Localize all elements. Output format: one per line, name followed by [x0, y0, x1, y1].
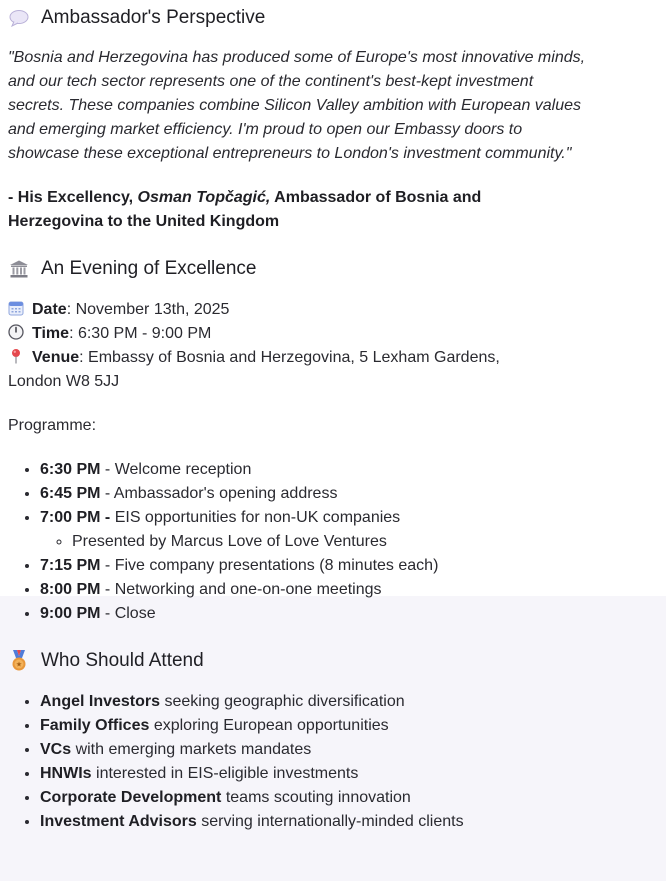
message-content — [0, 6, 666, 834]
list-item: • Angel Investors seeking geographic diversification — [40, 690, 666, 714]
event-details — [8, 298, 666, 394]
programme-list — [8, 458, 666, 626]
attendee-list — [8, 690, 666, 834]
list-item: • HNWIs interested in EIS-eligible investments — [40, 762, 666, 786]
section-heading-perspective — [8, 6, 666, 30]
list-item: • VCs with emerging markets mandates — [40, 738, 666, 762]
event-date: Date: November 13th, 2025 — [8, 298, 666, 322]
list-item: • 8:00 PM - Networking and one-on-one meetings — [40, 578, 666, 602]
event-venue: Venue: Embassy of Bosnia and Herzegovina, 5 Lexham Gardens, London W8 5JJ — [8, 349, 500, 390]
list-item: • Family Offices exploring European opportunities — [40, 714, 666, 738]
svg-text:★: ★ — [15, 660, 23, 669]
section-title: Who Should Attend — [41, 650, 204, 671]
calendar-icon — [8, 300, 24, 316]
programme-label: Programme: — [8, 417, 97, 434]
classical-building-icon — [8, 258, 30, 280]
medal-icon — [8, 650, 30, 672]
clock-icon — [8, 324, 24, 340]
speech-bubble-icon — [8, 7, 30, 29]
ambassador-name: Osman Topčagić, — [137, 189, 271, 206]
section-title: An Evening of Excellence — [41, 258, 257, 279]
section-title: Ambassador's Perspective — [41, 7, 266, 28]
list-item: • Corporate Development teams scouting innovation — [40, 786, 666, 810]
section-heading-evening — [8, 257, 666, 281]
list-item: • 6:30 PM - Welcome reception — [40, 458, 666, 482]
quote-attribution: - His Excellency, Osman Topčagić, Ambassador of Bosnia and Herzegovina to the United Kingdom — [8, 189, 482, 230]
event-time: Time: 6:30 PM - 9:00 PM — [8, 322, 666, 346]
list-item: • Investment Advisors serving internationally-minded clients — [40, 810, 666, 834]
list-item: • 7:15 PM - Five company presentations (8 minutes each) — [40, 554, 666, 578]
programme-sublist — [40, 530, 666, 554]
list-item: ◦ Presented by Marcus Love of Love Ventures — [72, 530, 666, 554]
list-item: • 6:45 PM - Ambassador's opening address — [40, 482, 666, 506]
list-item: • 7:00 PM - EIS opportunities for non-UK companies ◦ Presented by Marcus Love of Love Ventures — [40, 506, 666, 554]
list-item: • 9:00 PM - Close — [40, 602, 666, 626]
pushpin-icon — [8, 348, 24, 364]
section-heading-attend — [8, 649, 666, 673]
ambassador-quote: "Bosnia and Herzegovina has produced some of Europe's most innovative minds, and our tech sector represents one of the continent's best-kept investment secrets. These companies combine Silicon Valley ambition with European values and emerging market efficiency. I'm proud to open our Embassy doors to showcase these exceptional entrepreneurs to London's investment community." — [8, 49, 586, 162]
